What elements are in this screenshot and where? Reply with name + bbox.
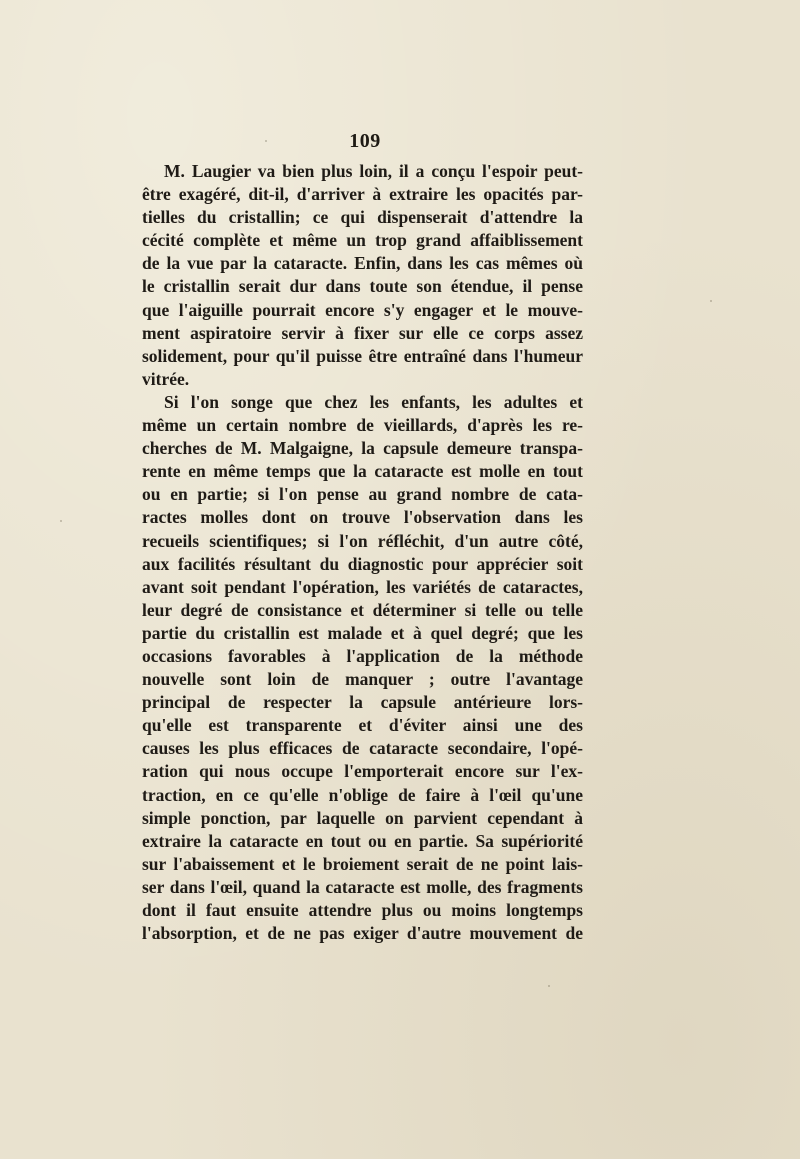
text-line: rente en même temps que la cataracte est molle en tout xyxy=(142,461,583,482)
text-line: aux facilités résultant du diagnostic pour apprécier soit xyxy=(142,553,583,574)
text-line: de la vue par la cataracte. Enfin, dans les cas mêmes où xyxy=(142,253,583,274)
text-line: simple ponction, par laquelle on parvient cependant à xyxy=(142,807,583,828)
text-line: M. Laugier va bien plus loin, il a conçu l'espoir peut- xyxy=(164,161,583,181)
text-line: ser dans l'œil, quand la cataracte est molle, des fragments xyxy=(142,876,583,897)
text-line: avant soit pendant l'opération, les variétés de cataractes, xyxy=(142,576,583,597)
text-line: recueils scientifiques; si l'on réfléchit, d'un autre côté, xyxy=(142,530,583,551)
text-line: l'absorption, et de ne pas exiger d'autre mouvement de xyxy=(142,923,583,944)
text-line: partie du cristallin est malade et à quel degré; que les xyxy=(142,622,583,643)
text-line: que l'aiguille pourrait encore s'y engager et le mouve- xyxy=(142,299,583,320)
text-line: qu'elle est transparente et d'éviter ainsi une des xyxy=(142,715,583,736)
text-line: vitrée. xyxy=(142,368,190,389)
text-line: solidement, pour qu'il puisse être entraîné dans l'humeur xyxy=(142,345,583,366)
text-line: ment aspiratoire servir à fixer sur elle ce corps assez xyxy=(142,322,583,343)
text-line: principal de respecter la capsule antérieure lors- xyxy=(142,692,583,713)
text-line: occasions favorables à l'application de la méthode xyxy=(142,645,583,666)
text-line: extraire la cataracte en tout ou en partie. Sa supériorité xyxy=(142,830,583,851)
text-line: causes les plus efficaces de cataracte secondaire, l'opé- xyxy=(142,738,583,759)
body-text xyxy=(142,160,583,945)
text-line: leur degré de consistance et déterminer si telle ou telle xyxy=(142,599,583,620)
text-line: nouvelle sont loin de manquer ; outre l'avantage xyxy=(142,669,583,690)
text-line: ration qui nous occupe l'emporterait encore sur l'ex- xyxy=(142,761,583,782)
paper-speck xyxy=(265,140,267,142)
text-line: tielles du cristallin; ce qui dispenserait d'attendre la xyxy=(142,207,583,228)
page-number: 109 xyxy=(349,130,381,152)
paper-speck xyxy=(548,985,550,987)
paper-speck xyxy=(60,520,62,522)
text-line: cherches de M. Malgaigne, la capsule demeure transpa- xyxy=(142,438,583,459)
paper-speck xyxy=(710,300,712,302)
text-line: Si l'on songe que chez les enfants, les adultes et xyxy=(164,391,583,412)
text-line: traction, en ce qu'elle n'oblige de faire à l'œil qu'une xyxy=(142,784,583,805)
text-line: cécité complète et même un trop grand affaiblissement xyxy=(142,230,583,251)
text-line: ou en partie; si l'on pense au grand nombre de cata- xyxy=(142,484,583,505)
text-line: même un certain nombre de vieillards, d'après les re- xyxy=(142,415,583,436)
text-line: ractes molles dont on trouve l'observation dans les xyxy=(142,507,583,528)
text-line: dont il faut ensuite attendre plus ou moins longtemps xyxy=(142,900,583,920)
text-line: le cristallin serait dur dans toute son étendue, il pense xyxy=(142,276,583,297)
text-line: sur l'abaissement et le broiement serait de ne point lais- xyxy=(142,853,583,874)
text-line: être exagéré, dit-il, d'arriver à extraire les opacités par- xyxy=(142,184,583,205)
